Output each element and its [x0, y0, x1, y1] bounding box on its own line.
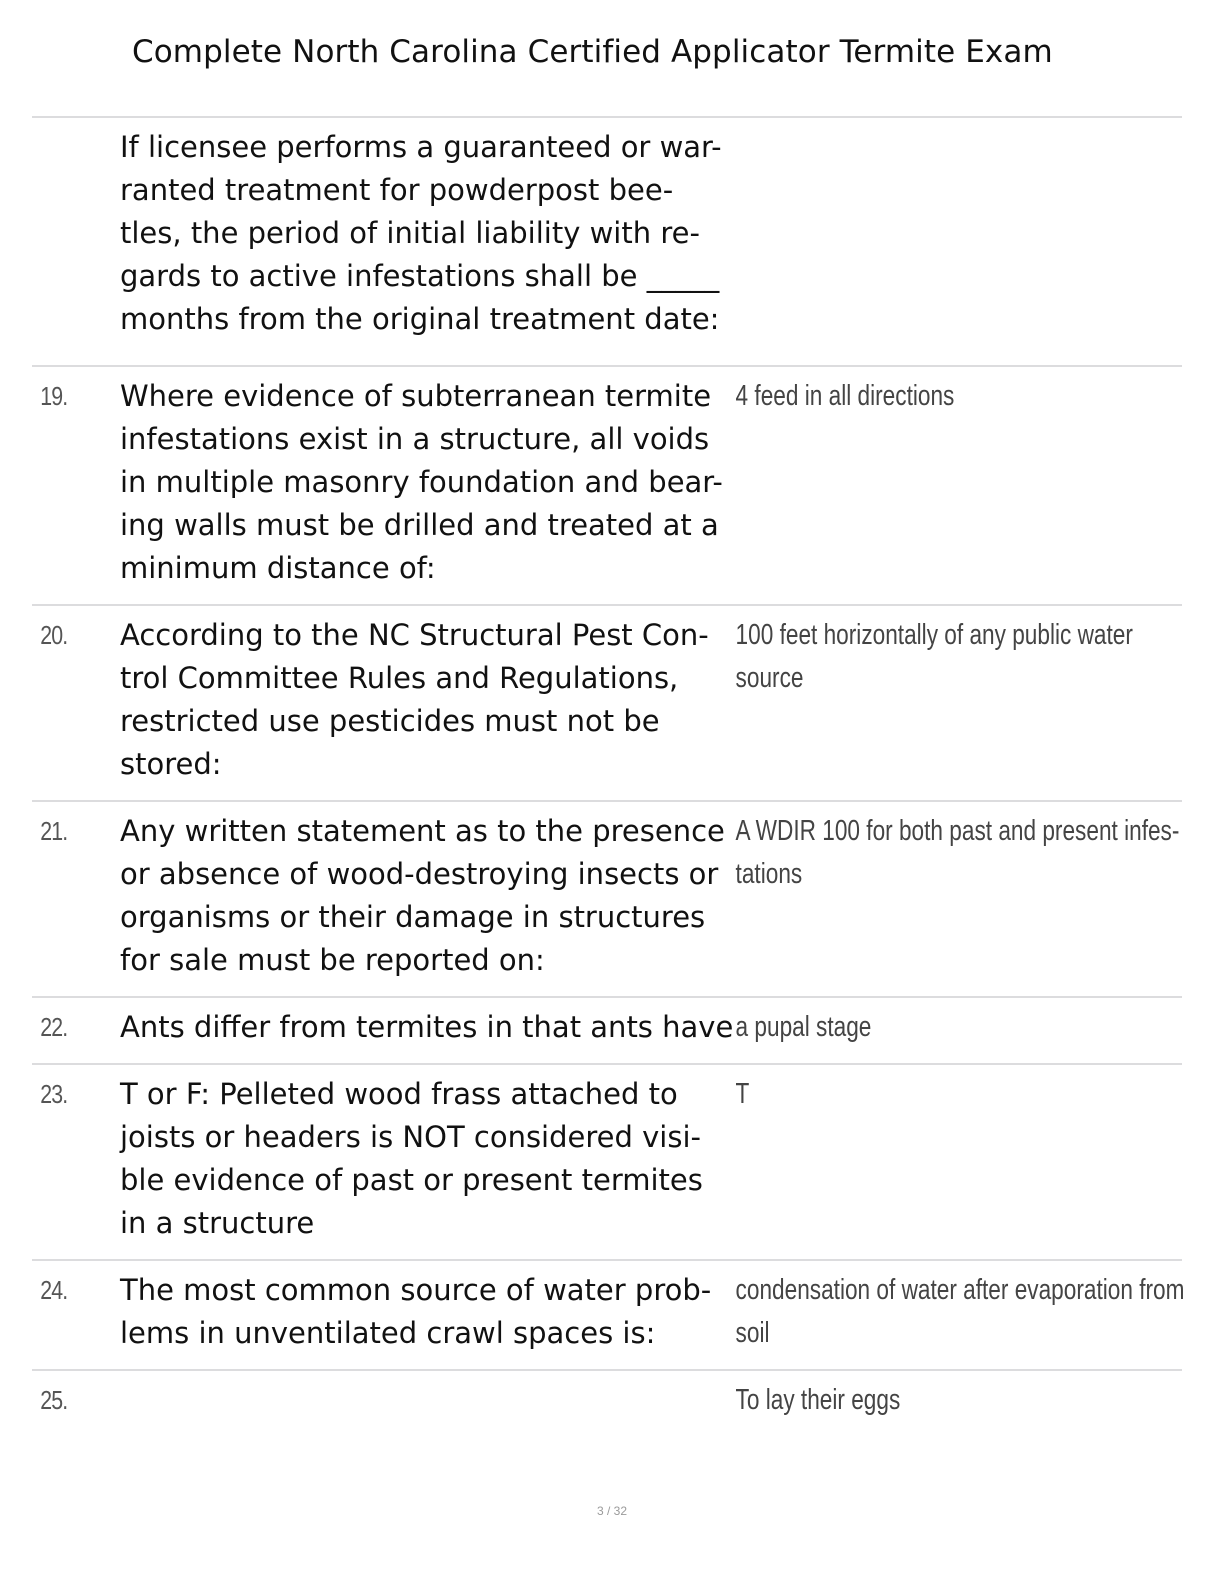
question-line: Ants differ from termites in that ants have: [120, 1010, 734, 1044]
question-line: in a structure: [120, 1206, 315, 1240]
question-line: Where evidence of subterranean termite: [120, 379, 712, 413]
question-line: According to the NC Structural Pest Con-: [120, 618, 709, 652]
question-line: joists or headers is NOT considered visi-: [120, 1120, 701, 1154]
item-number: 22.: [40, 1012, 68, 1042]
item-number: 24.: [40, 1275, 68, 1305]
answer-line: T: [735, 1078, 750, 1110]
answer-text: [734, 810, 1180, 982]
answer-text: [734, 126, 1083, 341]
question-line: infestations exist in a structure, all voids: [120, 422, 710, 456]
page-indicator: 3 / 32: [596, 1504, 628, 1518]
flashcard-row: [32, 800, 1182, 996]
flashcard-row: [32, 1063, 1182, 1259]
question-text: [120, 810, 734, 982]
flashcard-row: [32, 365, 1182, 604]
question-line: months from the original treatment date:: [120, 302, 720, 336]
question-line: stored:: [120, 747, 222, 781]
question-text: [120, 375, 734, 590]
answer-text: [734, 1073, 1083, 1245]
answer-line: tations: [735, 858, 803, 890]
question-line: restricted use pesticides must not be: [120, 704, 660, 738]
item-number: 23.: [40, 1079, 68, 1109]
item-number: 21.: [40, 816, 68, 846]
question-line: trol Committee Rules and Regulations,: [120, 661, 679, 695]
question-line: lems in unventilated crawl spaces is:: [120, 1316, 656, 1350]
item-number: 25.: [40, 1385, 68, 1415]
answer-text: [734, 1269, 1185, 1355]
question-line: ranted treatment for powderpost bee-: [120, 173, 674, 207]
item-number: 20.: [40, 620, 68, 650]
answer-text: [734, 375, 1083, 590]
answer-line: To lay their eggs: [735, 1384, 901, 1416]
flashcard-row: [32, 116, 1182, 355]
question-line: or absence of wood-destroying insects or: [120, 857, 719, 891]
item-number: 19.: [40, 381, 68, 411]
question-line: ble evidence of past or present termites: [120, 1163, 703, 1197]
answer-line: 4 feed in all directions: [735, 380, 955, 412]
question-line: gards to active infestations shall be _____: [120, 259, 720, 293]
item-number: [32, 126, 104, 341]
question-line: in multiple masonry foundation and bear-: [120, 465, 723, 499]
question-line: tles, the period of initial liability with re-: [120, 216, 700, 250]
answer-text: [734, 1379, 1083, 1422]
question-text: [120, 126, 734, 341]
question-line: organisms or their damage in structures: [120, 900, 706, 934]
question-text: [120, 1269, 734, 1355]
question-text: [120, 1073, 734, 1245]
flashcard-list: [32, 116, 1185, 1436]
question-line: minimum distance of:: [120, 551, 436, 585]
question-text: [120, 614, 734, 786]
question-line: for sale must be reported on:: [120, 943, 545, 977]
answer-line: a pupal stage: [735, 1011, 872, 1043]
answer-text: [734, 614, 1133, 786]
answer-line: soil: [735, 1317, 770, 1349]
answer-line: condensation of water after evaporation from: [735, 1274, 1185, 1306]
flashcard-row: [32, 604, 1182, 800]
question-line: The most common source of water prob-: [120, 1273, 712, 1307]
answer-text: [734, 1006, 1083, 1049]
question-text: [120, 1006, 734, 1049]
answer-line: 100 feet horizontally of any public water: [735, 619, 1133, 651]
flashcard-row: [32, 1369, 1182, 1436]
question-line: Any written statement as to the presence: [120, 814, 725, 848]
question-line: ing walls must be drilled and treated at a: [120, 508, 719, 542]
answer-line: A WDIR 100 for both past and present infes-: [735, 815, 1180, 847]
question-line: If licensee performs a guaranteed or war-: [120, 130, 722, 164]
question-line: T or F: Pelleted wood frass attached to: [120, 1077, 678, 1111]
flashcard-row: [32, 1259, 1185, 1369]
flashcard-row: [32, 996, 1182, 1063]
answer-line: source: [735, 662, 804, 694]
question-text: [120, 1379, 734, 1422]
document-title: Complete North Carolina Certified Applicator Termite Exam: [132, 34, 1053, 70]
